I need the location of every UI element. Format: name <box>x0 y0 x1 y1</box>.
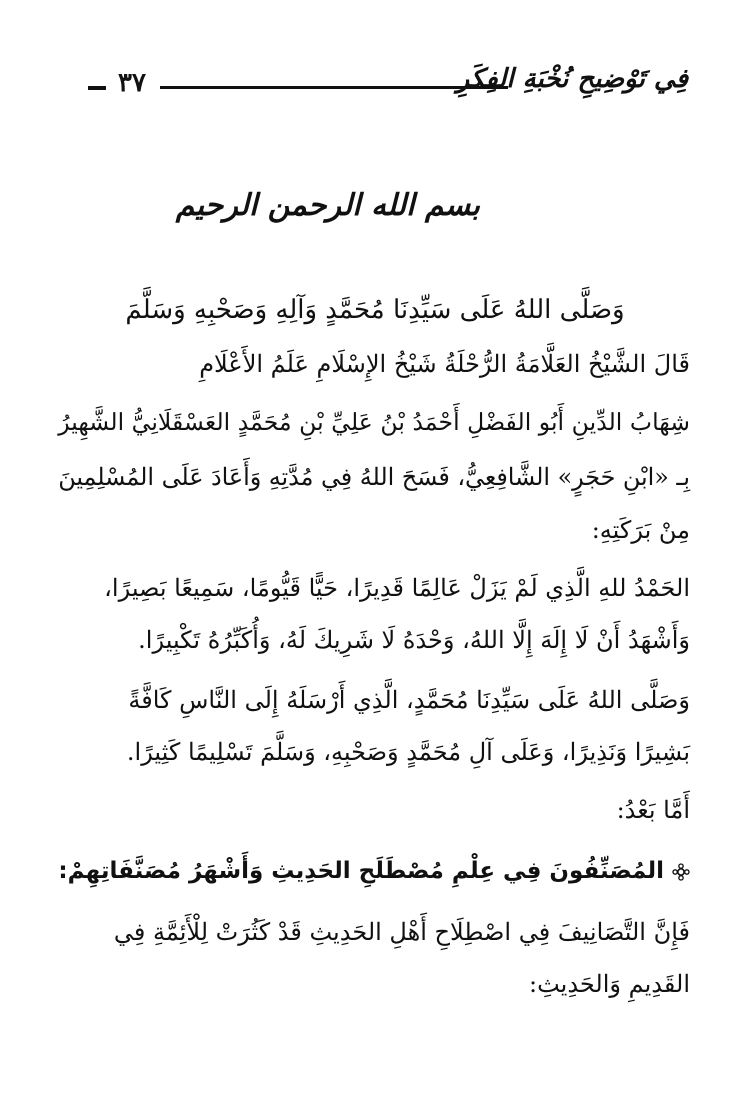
intro-line-2: شِهَابُ الدِّينِ أَبُو الفَضْلِ أَحْمَدُ بْنُ عَلِيِّ بْنِ مُحَمَّدٍ العَسْقَلَانِيُّ الشَّهِيرُ <box>58 408 690 436</box>
amma-baad: أَمَّا بَعْدُ: <box>616 796 690 824</box>
flower-bullet-icon <box>672 863 690 881</box>
page-number-dash <box>88 86 106 90</box>
final-line-1: فَإِنَّ التَّصَانِيفَ فِي اصْطِلَاحِ أَهْلِ الحَدِيثِ قَدْ كَثُرَتْ لِلْأَئِمَّةِ فِي <box>113 918 690 946</box>
hamd-line-2: وَأَشْهَدُ أَنْ لَا إِلَهَ إِلَّا اللهُ، وَحْدَهُ لَا شَرِيكَ لَهُ، وَأُكَبِّرُهُ تَكْبِيرًا. <box>138 626 690 654</box>
opening-salutation: وَصَلَّى اللهُ عَلَى سَيِّدِنَا مُحَمَّدٍ وَآلِهِ وَصَحْبِهِ وَسَلَّمَ <box>125 295 625 325</box>
section-heading <box>58 858 690 884</box>
salat-line-1: وَصَلَّى اللهُ عَلَى سَيِّدِنَا مُحَمَّدٍ، الَّذِي أَرْسَلَهُ إِلَى النَّاسِ كَافَّةً <box>128 686 690 714</box>
hamd-line-1: الحَمْدُ للهِ الَّذِي لَمْ يَزَلْ عَالِمًا قَدِيرًا، حَيًّا قَيُّومًا، سَمِيعًا بَصِيرًا، <box>104 574 690 602</box>
basmala-calligraphy: بسم الله الرحمن الرحيم <box>175 188 480 223</box>
intro-line-3: بِـ «ابْنِ حَجَرٍ» الشَّافِعِيُّ، فَسَحَ اللهُ فِي مُدَّتِهِ وَأَعَادَ عَلَى المُسْلِمِينَ <box>58 463 690 491</box>
salat-line-2: بَشِيرًا وَنَذِيرًا، وَعَلَى آلِ مُحَمَّدٍ وَصَحْبِهِ، وَسَلَّمَ تَسْلِيمًا كَثِيرًا. <box>126 738 690 766</box>
page-header <box>88 64 688 110</box>
final-line-2: القَدِيمِ وَالحَدِيثِ: <box>529 970 690 998</box>
section-heading-text: المُصَنِّفُونَ فِي عِلْمِ مُصْطَلَحِ الحَدِيثِ وَأَشْهَرُ مُصَنَّفَاتِهِمْ: <box>58 858 664 884</box>
intro-line-4: مِنْ بَرَكَتِهِ: <box>591 516 690 544</box>
page-number: ٣٧ <box>118 68 146 98</box>
intro-line-1: قَالَ الشَّيْخُ العَلَّامَةُ الرُّحْلَةُ شَيْخُ الإِسْلَامِ عَلَمُ الأَعْلَامِ <box>199 350 690 378</box>
running-title: فِي تَوْضِيحِ نُخْبَةِ الفِكَرِ <box>456 64 688 94</box>
